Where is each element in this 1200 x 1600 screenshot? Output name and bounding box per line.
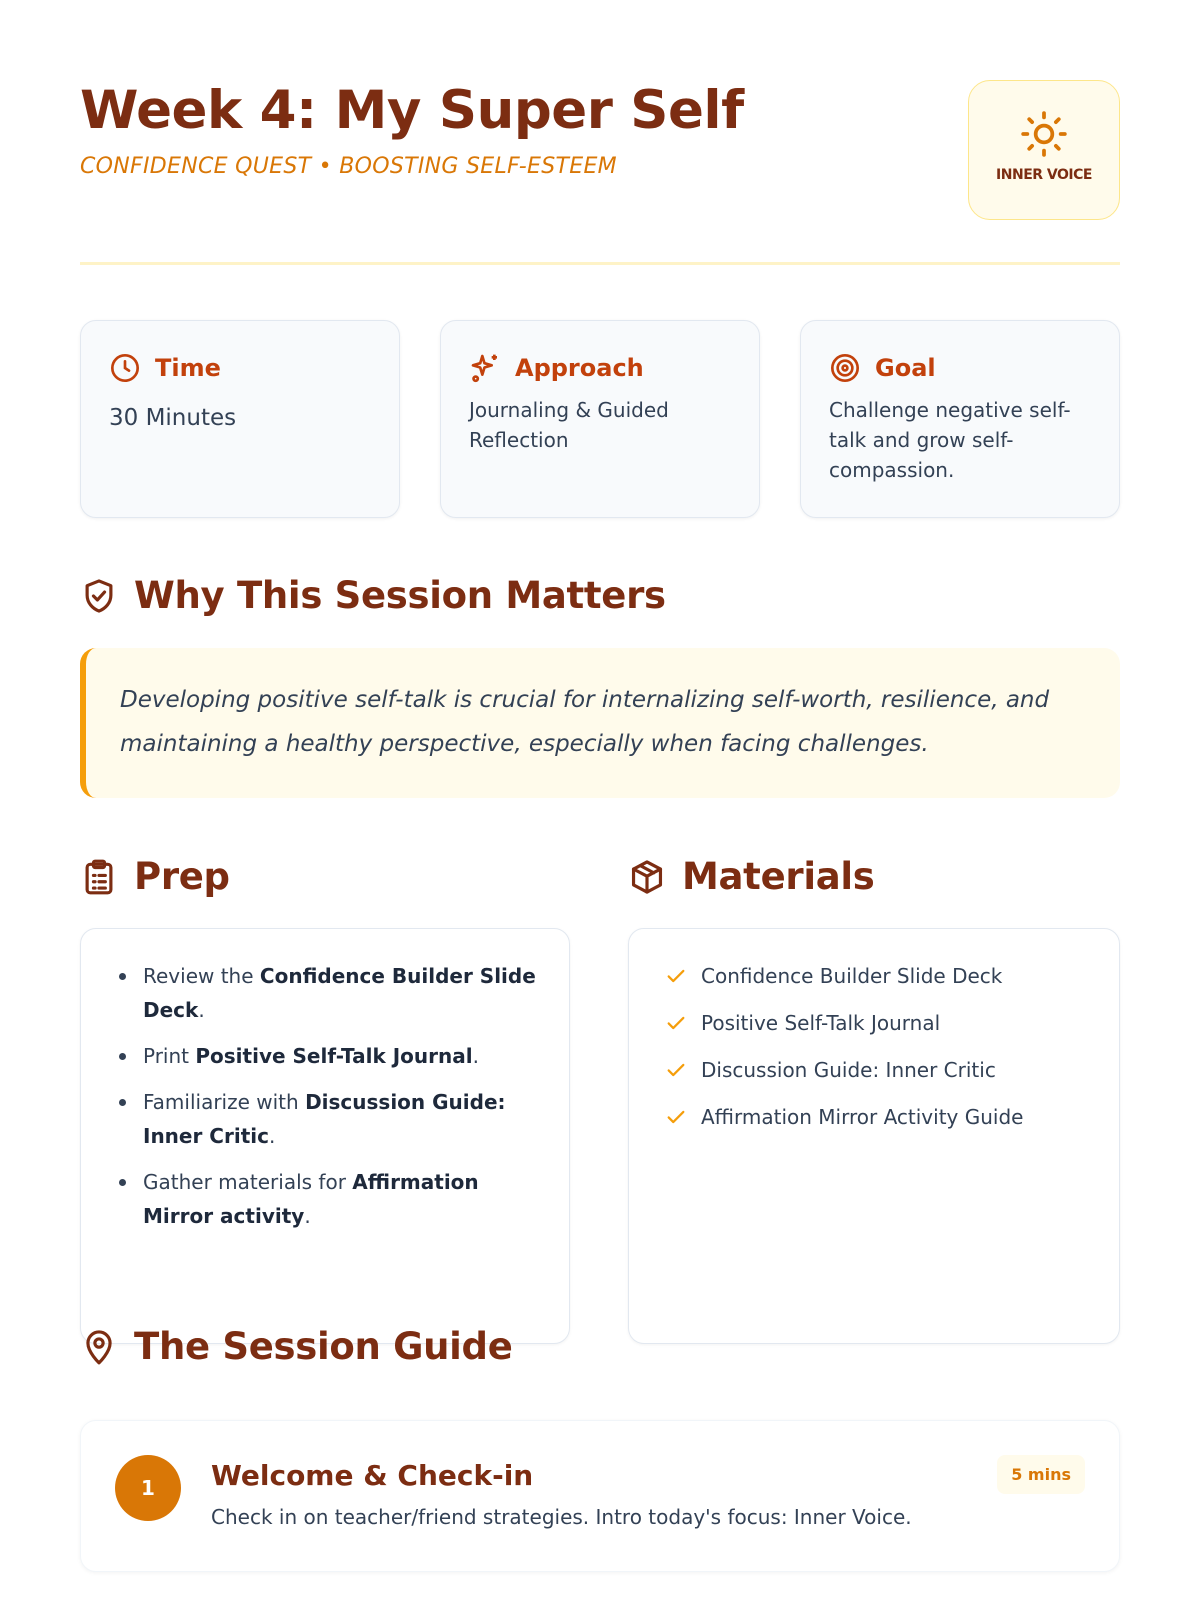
clipboard-icon bbox=[80, 858, 118, 896]
prep-item bbox=[119, 1039, 541, 1073]
material-item bbox=[665, 1100, 1091, 1134]
step-description: Check in on teacher/friend strategies. Intro today's focus: Inner Voice. bbox=[211, 1505, 912, 1529]
materials-section-heading bbox=[628, 855, 874, 898]
prep-item-text: Print bbox=[143, 1044, 196, 1068]
sparkles-icon bbox=[469, 352, 501, 384]
step-title: Welcome & Check-in bbox=[211, 1459, 534, 1492]
card-title: Time bbox=[155, 354, 221, 382]
prep-item-end: . bbox=[472, 1044, 479, 1068]
card-text: 30 Minutes bbox=[109, 405, 237, 431]
prep-list bbox=[81, 929, 569, 1233]
prep-item bbox=[119, 1085, 541, 1153]
info-card-time bbox=[80, 320, 400, 518]
material-label: Affirmation Mirror Activity Guide bbox=[701, 1105, 1024, 1129]
prep-item-end: . bbox=[198, 998, 205, 1022]
material-item bbox=[665, 959, 1091, 993]
why-quote bbox=[80, 648, 1120, 798]
check-icon bbox=[665, 965, 687, 987]
page-subtitle: CONFIDENCE QUEST • BOOSTING SELF-ESTEEM bbox=[80, 154, 617, 179]
prep-item-bold: Confidence Builder Slide Deck bbox=[143, 964, 536, 1022]
prep-item-end: . bbox=[268, 1124, 276, 1148]
badge-label: INNER VOICE bbox=[996, 167, 1092, 183]
section-title: The Session Guide bbox=[134, 1325, 513, 1368]
map-pin-icon bbox=[80, 1328, 118, 1366]
material-label: Discussion Guide: Inner Critic bbox=[701, 1058, 996, 1082]
card-text: Journaling & Guided Reflection bbox=[469, 398, 669, 452]
prep-item-text: Familiarize with bbox=[143, 1090, 306, 1114]
header-divider bbox=[80, 262, 1120, 265]
session-step bbox=[80, 1420, 1120, 1572]
materials-box bbox=[628, 928, 1120, 1344]
check-icon bbox=[665, 1106, 687, 1128]
material-label: Positive Self-Talk Journal bbox=[701, 1011, 941, 1035]
card-title: Goal bbox=[875, 354, 936, 382]
prep-section-heading bbox=[80, 855, 230, 898]
check-icon bbox=[665, 1012, 687, 1034]
step-number: 1 bbox=[115, 1455, 181, 1521]
section-title: Why This Session Matters bbox=[134, 574, 666, 617]
target-icon bbox=[829, 352, 861, 384]
inner-voice-badge bbox=[968, 80, 1120, 220]
info-card-goal bbox=[800, 320, 1120, 518]
material-label: Confidence Builder Slide Deck bbox=[701, 964, 1003, 988]
prep-item-end: . bbox=[304, 1204, 311, 1228]
step-duration-badge: 5 mins bbox=[997, 1455, 1085, 1494]
materials-list bbox=[629, 929, 1119, 1134]
card-text: Challenge negative self-talk and grow self-compassion. bbox=[829, 398, 1071, 482]
why-section-heading bbox=[80, 574, 666, 617]
check-icon bbox=[665, 1059, 687, 1081]
section-title: Materials bbox=[682, 855, 875, 898]
material-item bbox=[665, 1053, 1091, 1087]
info-card-approach bbox=[440, 320, 760, 518]
prep-item-text: Review the bbox=[143, 964, 260, 988]
prep-item-bold: Affirmation Mirror activity bbox=[143, 1170, 479, 1228]
prep-item bbox=[119, 1165, 541, 1233]
card-title: Approach bbox=[515, 354, 644, 382]
clock-icon bbox=[109, 352, 141, 384]
prep-item bbox=[119, 959, 541, 1027]
prep-item-bold: Discussion Guide: Inner Critic bbox=[143, 1090, 506, 1148]
shield-check-icon bbox=[80, 577, 118, 615]
prep-item-bold: Positive Self-Talk Journal bbox=[195, 1044, 473, 1068]
box-icon bbox=[628, 858, 666, 896]
material-item bbox=[665, 1006, 1091, 1040]
sun-icon bbox=[1019, 109, 1069, 159]
page-header bbox=[80, 78, 1120, 228]
prep-item-text: Gather materials for bbox=[143, 1170, 353, 1194]
section-title: Prep bbox=[134, 855, 230, 898]
prep-box bbox=[80, 928, 570, 1344]
page-title: Week 4: My Super Self bbox=[80, 80, 744, 141]
guide-section-heading bbox=[80, 1325, 513, 1368]
quote-text: Developing positive self-talk is crucial for internalizing self-worth, resilience, and maintaining a healthy perspective, especially when facing challenges. bbox=[120, 687, 1050, 757]
